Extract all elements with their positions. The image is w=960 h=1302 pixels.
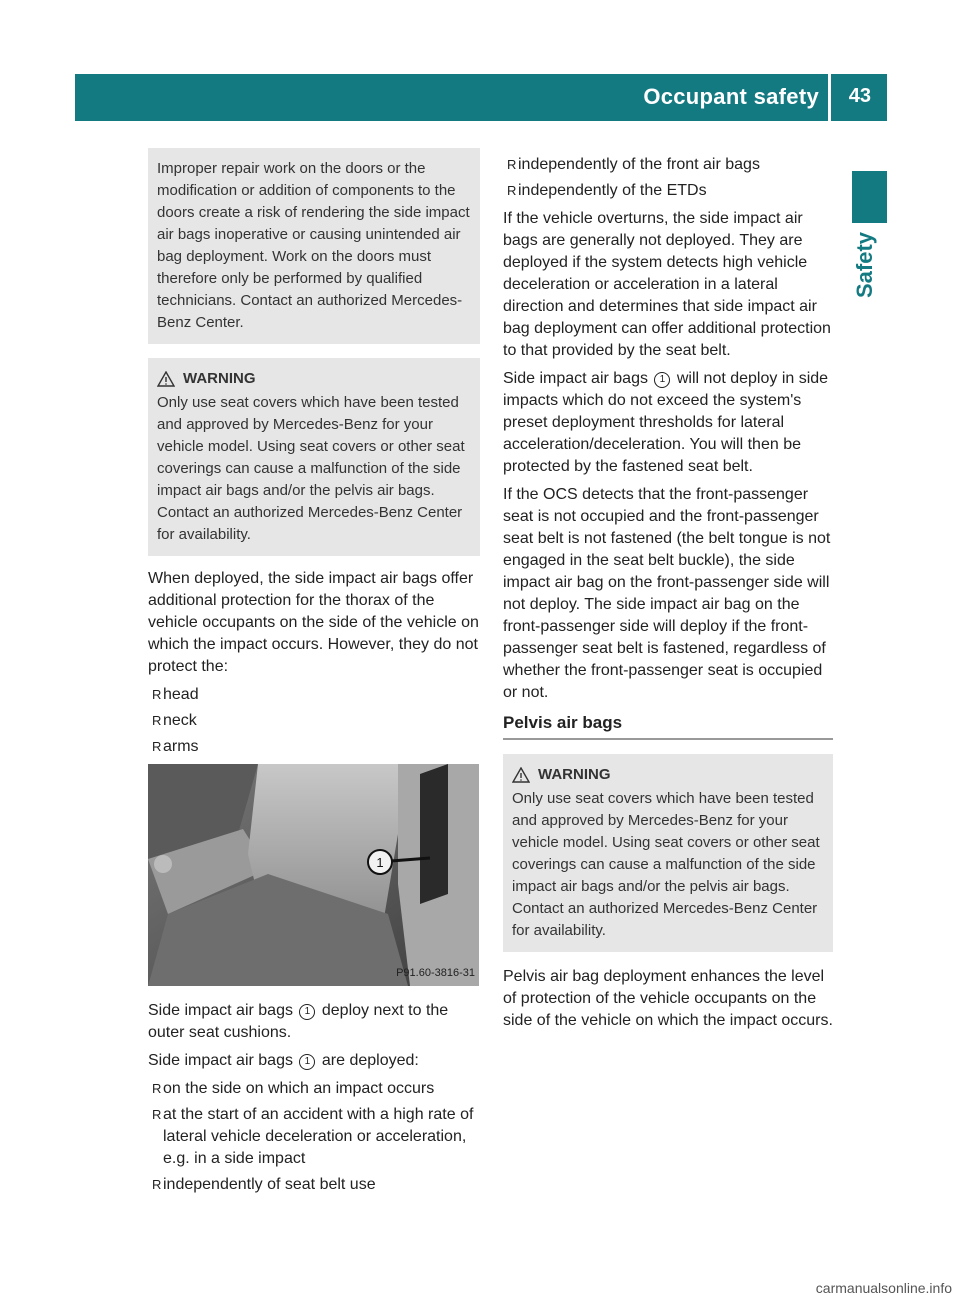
deployment-list-continued (503, 154, 833, 202)
list-item: R arms (152, 738, 199, 755)
warning-text: Only use seat covers which have been tested and approved by Mercedes-Benz for your vehicle model. Using seat covers or other seat coverings can cause a malfunction of the side impact air bags and/or the pelvis air bags. Contact an authorized Mercedes-Benz Center for availability. (512, 790, 820, 939)
section-tab-label: Safety (852, 232, 877, 299)
warning-box (148, 358, 480, 556)
warning-heading (512, 764, 827, 786)
left-column (148, 148, 480, 1202)
image-code: P91.60-3816-31 (396, 967, 475, 979)
list-item: R independently of the front air bags (507, 156, 760, 173)
right-column (503, 154, 833, 1038)
page-header (75, 74, 887, 121)
warning-title: WARNING (538, 766, 611, 783)
callout-ref: 1 (299, 1054, 315, 1070)
warning-heading (157, 368, 474, 390)
list-item: R independently of the ETDs (507, 182, 707, 199)
callout-number: 1 (376, 855, 384, 870)
header-divider (828, 74, 831, 121)
callout-ref: 1 (299, 1004, 315, 1020)
list-item: R neck (152, 712, 197, 729)
warning-text: Only use seat covers which have been tested and approved by Mercedes-Benz for your vehicle model. Using seat covers or other seat coverings can cause a malfunction of the side impact air bags and/or the pelvis air bags. Contact an authorized Mercedes-Benz Center for availability. (157, 394, 465, 543)
note-text: Improper repair work on the doors or the modification or addition of components to the doors create a risk of rendering the side impact air bags inoperative or causing unintended air bag deployment. Work on the doors must therefore only be performed by qualified technicians. Contact an authorized Mercedes-Benz Center. (157, 160, 470, 331)
section-tab (852, 171, 887, 223)
paragraph: Pelvis air bag deployment enhances the level of protection of the vehicle occupants on the side of the vehicle on which the impact occurs. (503, 968, 833, 1029)
warning-triangle-icon (157, 371, 175, 387)
protection-list (148, 684, 480, 758)
section-heading: Pelvis air bags (503, 712, 833, 740)
note-box (148, 148, 480, 344)
paragraph: Side impact air bags 1 deploy next to the outer seat cushions. (148, 1002, 449, 1041)
paragraph: If the OCS detects that the front-passenger seat is not occupied and the front-passenger seat belt is not fastened (the belt tongue is not engaged in the seat belt buckle), the side impact air bag on the front-passenger side will not deploy. The side impact air bag on the front-passenger side will deploy if the front-passenger seat belt is fastened, regardless of whether the front-passenger seat is occupied or not. (503, 486, 831, 701)
list-item: R at the start of an accident with a high rate of lateral vehicle deceleration or acceleration, e.g. in a side impact (152, 1106, 474, 1167)
paragraph: If the vehicle overturns, the side impact air bags are generally not deployed. They are deployed if the system detects high vehicle deceleration or acceleration in a lateral direction and determines that side impact air bag deployment can offer additional protection to that provided by the seat belt. (503, 210, 831, 359)
list-item: R on the side on which an impact occurs (152, 1080, 435, 1097)
page-number: 43 (848, 85, 871, 107)
paragraph: When deployed, the side impact air bags offer additional protection for the thorax of the vehicle occupants on the side of the vehicle on which the impact occurs. However, they do not protect the: (148, 570, 479, 675)
seat-photo (148, 764, 479, 986)
warning-triangle-icon (512, 767, 530, 783)
list-item: R head (152, 686, 199, 703)
list-item: R independently of seat belt use (152, 1176, 376, 1193)
page-title: Occupant safety (643, 84, 819, 109)
warning-box (503, 754, 833, 952)
deployment-list (148, 1078, 480, 1196)
paragraph: Side impact air bags 1 will not deploy in side impacts which do not exceed the system's preset deployment thresholds for lateral acceleration/deceleration. You will then be protected by the fastened seat belt. (503, 370, 829, 475)
paragraph: Side impact air bags 1 are deployed: (148, 1052, 419, 1069)
warning-title: WARNING (183, 370, 256, 387)
watermark: carmanualsonline.info (815, 1280, 952, 1296)
callout-ref: 1 (654, 372, 670, 388)
